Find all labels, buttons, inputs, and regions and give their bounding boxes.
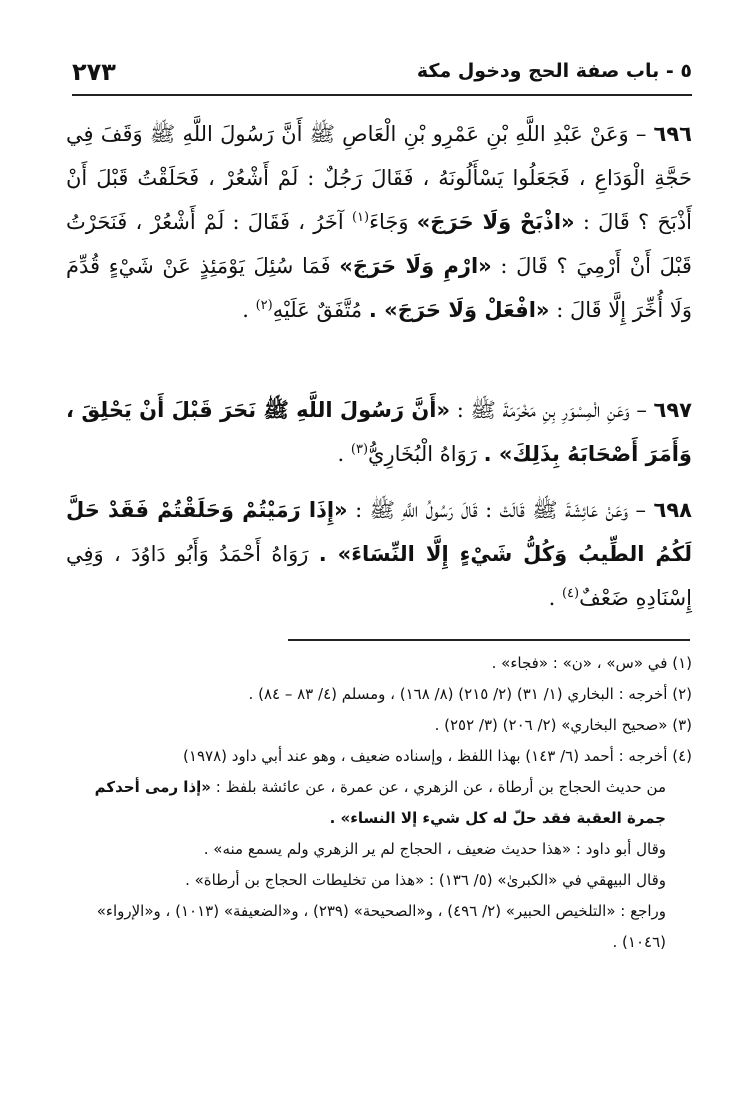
hadith-number: ٦٩٨ — [653, 498, 692, 522]
footnote-marker: (٤) — [561, 586, 580, 601]
takhrij-text: رَوَاهُ أَحْمَدُ وَأَبُو دَاوُدَ ، وَفِي إِسْنَادِهِ ضَعْفٌ — [66, 542, 692, 610]
hadith-text: آخَرُ ، فَقَالَ : لَمْ أَشْعُرْ ، فَنَحَرْتُ قَبْلَ أَنْ أَرْمِيَ ؟ قَالَ : — [66, 210, 692, 278]
hadith-number: ٦٩٦ — [653, 122, 692, 146]
hadith-696 — [66, 112, 692, 332]
hadith-number: ٦٩٧ — [653, 398, 692, 422]
hadith-text: – وَعَنْ عَبْدِ اللَّهِ بْنِ عَمْرِو بْنِ الْعَاصِ ﷺ أَنَّ رَسُولَ اللَّهِ ﷺ وَقَفَ فِي حَجَّةِ الْوَدَاعِ ، فَجَعَلُوا يَسْأَلُونَهُ ، فَقَالَ رَجُلٌ : لَمْ أَشْعُرْ ، فَحَلَقْتُ قَبْلَ أَنْ أَذْبَحَ ؟ قَالَ : — [66, 122, 693, 234]
hadith-text: فَمَا سُئِلَ يَوْمَئِذٍ عَنْ شَيْءٍ قُدِّمَ وَلَا أُخِّرَ إِلَّا قَالَ : — [66, 254, 692, 322]
prophetic-quote: «افْعَلْ وَلَا حَرَجَ» . — [368, 298, 550, 322]
footnote-separator — [288, 639, 690, 641]
footnote-1: (١) في «س» ، «ن» : «فجاء» . — [491, 654, 692, 672]
prophetic-quote: «اذْبَحْ وَلَا حَرَجَ» — [416, 210, 575, 234]
footnote-4-quote: «إذا رمى أحدكم جمرة العقبة فقد حلّ له كل شيء إلا النساء» . — [94, 778, 666, 827]
footnote-marker: (٣) — [350, 442, 369, 457]
sentence-end: . — [242, 298, 249, 322]
hadith-text: – وَعَنِ الْمِسْوَرِ بِنِ مَخْرَمَةَ ﷺ : — [456, 398, 647, 422]
hadith-quote: «أَنَّ رَسُولَ اللَّهِ ﷺ نَحَرَ قَبْلَ أَنْ يَحْلِقَ ، وَأَمَرَ أَصْحَابَهُ بِذَلِكَ» . — [66, 398, 692, 466]
footnote-2: (٢) أخرجه : البخاري (١/ ٣١) (٢/ ٢١٥) (٨/ ١٦٨) ، ومسلم (٤/ ٨٣ – ٨٤) . — [248, 685, 692, 703]
footnote-4-line: من حديث الحجاج بن أرطاة ، عن الزهري ، عن عمرة ، عن عائشة بلفظ : — [215, 778, 666, 796]
footnote-4-line: وراجع : «التلخيص الحبير» (٢/ ٤٩٦) ، و«الصحيحة» (٢٣٩) ، و«الضعيفة» (١٠١٣) ، و«الإرواء» (١٠٤٦) . — [96, 902, 666, 951]
prophetic-quote: «إِذَا رَمَيْتُمْ وَحَلَقْتُمْ فَقَدْ حَلَّ لَكُمُ الطِّيبُ وَكُلُّ شَيْءٍ إِلَّا النِّسَاءَ» . — [66, 498, 692, 566]
takhrij-text: مُتَّفَقٌ عَلَيْهِ — [272, 298, 363, 322]
footnote-4-cont — [66, 772, 692, 834]
hadith-text: وَجَاءَ — [369, 210, 409, 234]
hadith-697 — [66, 388, 692, 476]
footnote-4-line: وقال البيهقي في «الكبرىٰ» (٥/ ١٣٦) : «هذا من تخليطات الحجاج بن أرطاة» . — [185, 871, 666, 889]
footnote-marker: (٢) — [255, 298, 273, 313]
footnotes — [66, 648, 692, 958]
page-header — [72, 58, 692, 96]
hadith-698 — [66, 488, 692, 620]
sentence-end: . — [337, 442, 345, 466]
takhrij-text: رَوَاهُ الْبُخَارِيُّ — [368, 442, 477, 466]
footnote-3: (٣) «صحيح البخاري» (٢/ ٢٠٦) (٣/ ٢٥٢) . — [434, 716, 692, 734]
footnote-4 — [66, 741, 692, 958]
sentence-end: . — [548, 586, 556, 610]
chapter-title: ٥ - باب صفة الحج ودخول مكة — [416, 60, 692, 82]
hadith-text: – وَعَنْ عَائِشَةَ ﷺ قَالَتْ : قَالَ رَسُولُ اللَّهِ ﷺ : — [355, 498, 647, 522]
prophetic-quote: «ارْمِ وَلَا حَرَجَ» — [339, 254, 492, 278]
footnote-marker: (١) — [351, 210, 370, 225]
footnote-4-line: (٤) أخرجه : أحمد (٦/ ١٤٣) بهذا اللفظ ، وإسناده ضعيف ، وهو عند أبي داود (١٩٧٨) — [183, 747, 692, 765]
footnote-4-line: وقال أبو داود : «هذا حديث ضعيف ، الحجاج لم ير الزهري ولم يسمع منه» . — [203, 840, 666, 858]
page-number: ٢٧٣ — [72, 58, 116, 86]
